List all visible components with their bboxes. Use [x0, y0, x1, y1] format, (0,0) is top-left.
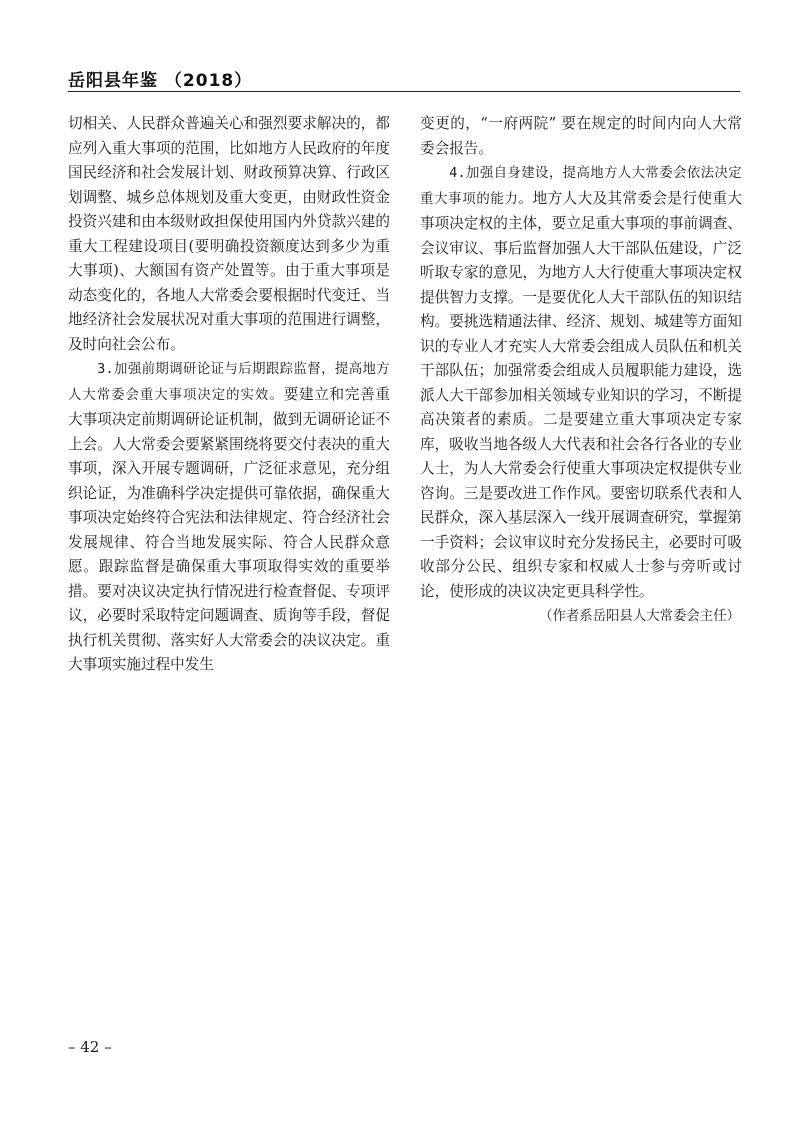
page-number: – 42 –	[68, 1038, 112, 1056]
running-header	[68, 62, 740, 92]
section-3-lead: 3.加强前期调研论证与后期跟踪监督，提高地方人大常委会重大事项决定的实效。	[68, 362, 390, 403]
paragraph-scope-of-major-matters: 切相关、人民群众普遍关心和强烈要求解决的，都应列入重大事项的范围，比如地方人民政府的年度国民经济和社会发展计划、财政预算决算、行政区划调整、城乡总体规划及重大变更，由财政性资金投资兴建和由本级财政担保使用国内外贷款兴建的重大工程建设项目(要明确投资额度达到多少为重大事项)、大额国有资产处置等。由于重大事项是动态变化的，各地人大常委会要根据时代变迁、当地经济社会发展状况对重大事项的范围进行调整，及时向社会公布。	[68, 115, 390, 353]
left-column	[68, 112, 390, 678]
section-3-body: 要建立和完善重大事项决定前期调研论证机制，做到无调研论证不上会。人大常委会要紧紧围绕将要交付表决的重大事项，深入开展专题调研，广泛征求意见，充分组织论证，为准确科学决定提供可靠依据，确保重大事项决定始终符合宪法和法律规定、符合经济社会发展规律、符合当地发展实际、符合人民群众意愿。跟踪监督是确保重大事项取得实效的重要举措。要对决议决定执行情况进行检查督促、专项评议，必要时采取特定问题调查、质询等手段，督促执行机关贯彻、落实好人大常委会的决议决定。重大事项实施过程中发生	[68, 385, 390, 673]
section-4-body: 地方人大及其常委会是行使重大事项决定权的主体，要立足重大事项的事前调查、会议审议、事后监督加强人大干部队伍建设，广泛听取专家的意见，为地方人大行使重大事项决定权提供智力支撑。一是要优化人大干部队伍的知识结构。要挑选精通法律、经济、规划、城建等方面知识的专业人才充实人大常委会组成人员队伍和机关干部队伍；加强常委会组成人员履职能力建设，选派人大干部参加相关领域专业知识的学习，不断提高决策者的素质。二是要建立重大事项决定专家库，吸收当地各级人大代表和社会各行各业的专业人士，为人大常委会行使重大事项决定权提供专业咨询。三是要改进工作作风。要密切联系代表和人民群众，深入基层深入一线开展调查研究，掌握第一手资料；会议审议时充分发扬民主，必要时可吸收部分公民、组织专家和权威人士参与旁听或讨论，使形成的决议决定更具科学性。	[420, 189, 742, 600]
right-column	[420, 112, 742, 604]
header-rule	[68, 91, 740, 92]
section-4-lead: 4.加强自身建设，提高地方人大常委会依法决定重大事项的能力。	[420, 166, 742, 207]
paragraph-research-and-supervision	[68, 357, 390, 678]
author-note: （作者系岳阳县人大常委会主任）	[539, 609, 740, 624]
paragraph-change-report: 变更的，“一府两院” 要在规定的时间内向人大常委会报告。	[420, 115, 742, 157]
paragraph-self-building	[420, 161, 742, 604]
yearbook-title: 岳阳县年鉴 （2018）	[68, 71, 253, 91]
